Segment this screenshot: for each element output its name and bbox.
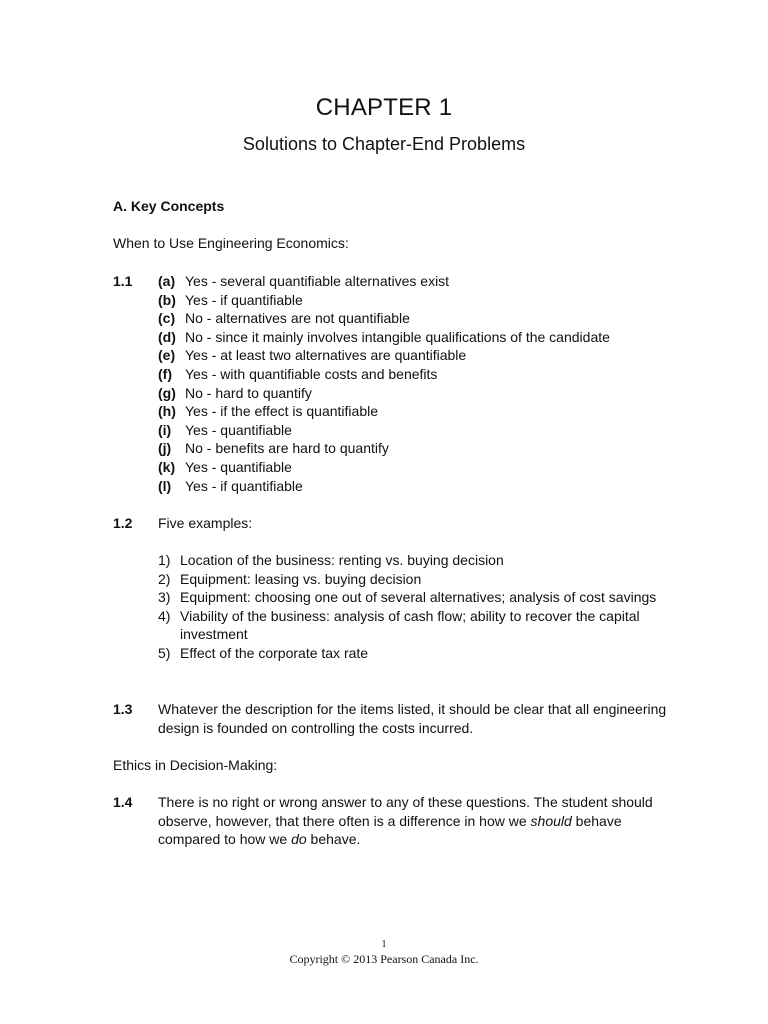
answer-item [158, 402, 610, 421]
text-segment: behave. [306, 831, 361, 848]
answer-list-1-1 [158, 272, 610, 495]
problem-number: 1.3 [113, 701, 133, 717]
example-item [158, 588, 658, 607]
item-letter: (d) [158, 328, 176, 345]
answer-item [158, 439, 610, 458]
item-text: Yes - if quantifiable [185, 477, 303, 494]
example-item [158, 607, 658, 644]
example-item [158, 551, 658, 570]
example-marker: 4) [158, 607, 171, 624]
example-text: Effect of the corporate tax rate [180, 644, 369, 661]
item-text: Yes - several quantifiable alternatives exist [185, 273, 450, 289]
answer-item [158, 421, 610, 440]
item-letter: (i) [158, 421, 172, 438]
example-text: Viability of the business: analysis of cash flow; ability to recover the capital investment [180, 607, 640, 643]
example-marker: 3) [158, 589, 171, 606]
item-letter: (c) [158, 310, 176, 327]
subsection-when-to-use: When to Use Engineering Economics: [113, 235, 349, 251]
item-letter: (l) [158, 477, 172, 494]
example-text: Location of the business: renting vs. buying decision [180, 552, 504, 568]
problem-1-2-intro: Five examples: [158, 515, 253, 531]
example-marker: 1) [158, 552, 171, 568]
problem-1-2 [113, 514, 673, 533]
emphasis-should: should [530, 812, 572, 829]
answer-item [158, 291, 610, 310]
item-letter: (b) [158, 291, 176, 308]
answer-item [158, 477, 610, 496]
answer-item [158, 309, 610, 328]
example-marker: 2) [158, 570, 171, 587]
text-segment: There is no right or wrong answer to any of these questions. The student should observe, however, that there often is a difference in how we [158, 794, 653, 829]
emphasis-do: do [291, 831, 307, 848]
subsection-ethics: Ethics in Decision-Making: [113, 757, 278, 773]
item-letter: (j) [158, 440, 172, 457]
answer-item [158, 458, 610, 477]
item-text: Yes - quantifiable [185, 458, 292, 475]
example-item [158, 570, 658, 589]
item-text: Yes - if quantifiable [185, 291, 303, 308]
item-letter: (k) [158, 458, 176, 475]
item-text: Yes - quantifiable [185, 421, 292, 438]
chapter-subtitle: Solutions to Chapter-End Problems [242, 134, 526, 154]
chapter-title: CHAPTER 1 [315, 94, 453, 121]
item-letter: (g) [158, 384, 176, 401]
item-text: No - alternatives are not quantifiable [185, 310, 410, 327]
problem-number: 1.2 [113, 515, 133, 531]
item-text: No - hard to quantify [185, 384, 312, 401]
item-letter: (e) [158, 347, 176, 364]
item-text: Yes - at least two alternatives are quantifiable [185, 347, 467, 364]
problem-number: 1.4 [113, 794, 133, 810]
problem-1-4-text [158, 793, 673, 849]
item-text: No - since it mainly involves intangible qualifications of the candidate [185, 328, 610, 345]
problem-number: 1.1 [113, 273, 133, 289]
example-item [158, 644, 658, 663]
answer-item [158, 328, 610, 347]
item-letter: (f) [158, 365, 172, 382]
example-text: Equipment: leasing vs. buying decision [180, 570, 422, 587]
example-text: Equipment: choosing one out of several alternatives; analysis of cost savings [180, 589, 657, 606]
problem-1-4 [113, 793, 673, 849]
answer-item [158, 365, 610, 384]
answer-item [158, 346, 610, 365]
item-text: No - benefits are hard to quantify [185, 440, 389, 457]
item-letter: (a) [158, 273, 176, 289]
examples-list-1-2 [158, 551, 658, 663]
problem-1-3 [113, 700, 673, 737]
answer-item [158, 272, 610, 291]
item-text: Yes - with quantifiable costs and benefits [185, 365, 438, 382]
example-marker: 5) [158, 644, 171, 661]
answer-item [158, 384, 610, 403]
problem-1-3-text: Whatever the description for the items listed, it should be clear that all engineering design is founded on controlling the costs incurred. [158, 701, 667, 736]
copyright-notice: Copyright © 2013 Pearson Canada Inc. [289, 952, 479, 966]
item-text: Yes - if the effect is quantifiable [185, 403, 379, 420]
text-segment: behave compared to how we [158, 812, 622, 848]
section-heading: A. Key Concepts [113, 198, 225, 214]
page-number: 1 [381, 939, 387, 950]
item-letter: (h) [158, 403, 176, 420]
